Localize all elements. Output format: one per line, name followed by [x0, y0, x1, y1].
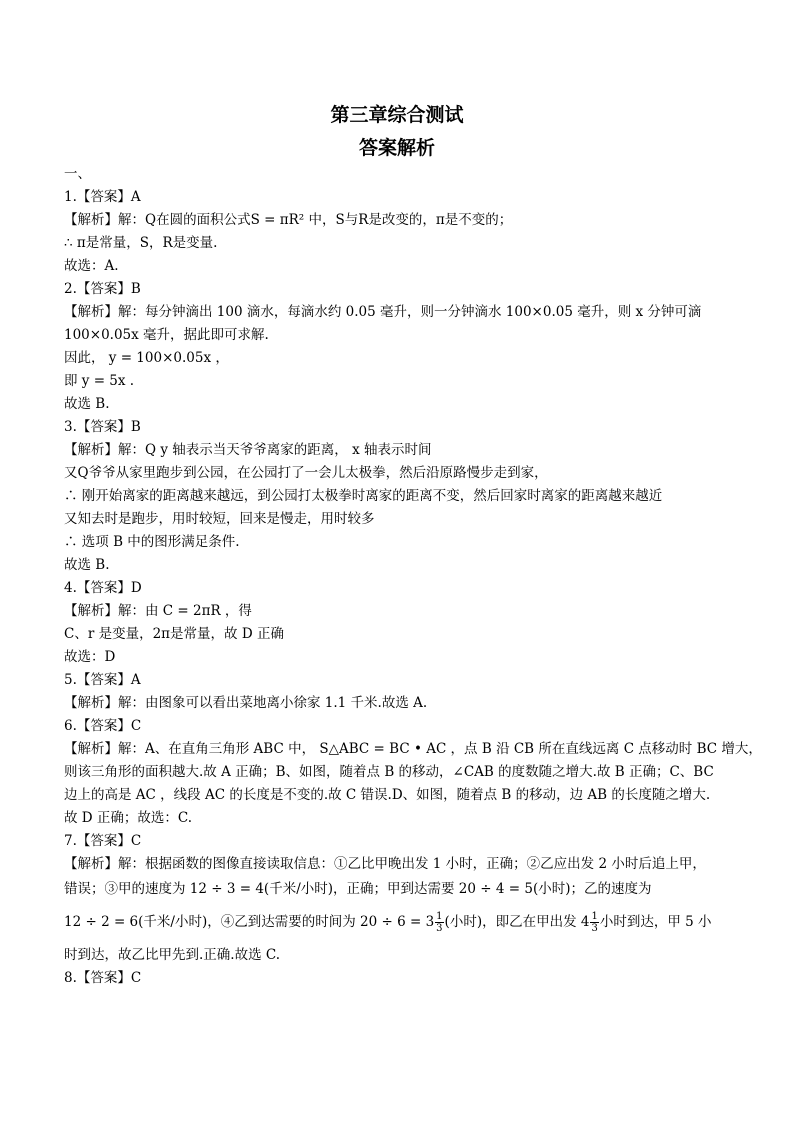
analysis-line: 边上的高是 AC ，线段 AC 的长度是不变的.故 C 错误.D、如图，随着点 B 的移动，边 AB 的长度随之增大. — [64, 787, 711, 803]
fraction-text-part: 小时到达，甲 5 小 — [599, 914, 712, 930]
answer-line: 5.【答案】A — [64, 672, 141, 688]
fraction-numerator: 1 — [436, 911, 443, 922]
fraction — [435, 911, 443, 934]
analysis-line: 【解析】解：根据函数的图像直接读取信息：①乙比甲晚出发 1 小时，正确；②乙应出发 2 小时后追上甲， — [64, 856, 706, 872]
section-heading: 一、 — [64, 166, 91, 182]
choice-line: 故选：D — [64, 649, 116, 665]
choice-line: 故选：A. — [64, 258, 119, 274]
analysis-line: 【解析】解：由图象可以看出菜地离小徐家 1.1 千米.故选 A. — [64, 695, 428, 711]
fraction-text-part: (小时)，即乙在甲出发 4 — [444, 914, 590, 930]
answer-line: 7.【答案】C — [64, 833, 142, 849]
choice-line: 故选 B. — [64, 396, 110, 412]
fraction — [590, 911, 598, 934]
analysis-line: 错误；③甲的速度为 12 ÷ 3 = 4(千米/小时)，正确；甲到达需要 20 ÷ 4 = 5(小时)；乙的速度为 — [64, 881, 652, 897]
analysis-line: 又Q爷爷从家里跑步到公园，在公园打了一会儿太极拳，然后沿原路慢步走到家， — [64, 465, 548, 481]
analysis-line: 【解析】解：由 C = 2πR ，得 — [64, 603, 252, 619]
fraction-denominator: 3 — [591, 923, 598, 934]
analysis-line: ∴ π是常量，S，R是变量. — [64, 235, 218, 251]
analysis-line: 因此， y = 100×0.05x ， — [64, 350, 229, 366]
document-subtitle: 答案解析 — [358, 137, 435, 159]
fraction-numerator: 1 — [591, 911, 598, 922]
analysis-line: 又知去时是跑步，用时较短，回来是慢走，用时较多 — [64, 511, 375, 527]
analysis-line-with-fractions — [64, 911, 734, 934]
analysis-line: ∴ 选项 B 中的图形满足条件. — [64, 534, 240, 550]
analysis-line: 即 y = 5x . — [64, 373, 135, 389]
analysis-line: ∴ 刚开始离家的距离越来越远，到公园打太极拳时离家的距离不变，然后回家时离家的距离越来越近 — [64, 488, 663, 504]
analysis-line: 【解析】解：Q y 轴表示当天爷爷离家的距离， x 轴表示时间 — [64, 442, 432, 458]
choice-line: 时到达，故乙比甲先到.正确.故选 C. — [64, 947, 281, 963]
fraction-text-part: 12 ÷ 2 = 6(千米/小时)，④乙到达需要的时间为 20 ÷ 6 = 3 — [64, 914, 435, 930]
analysis-line: 100×0.05x 毫升，据此即可求解. — [64, 327, 269, 343]
answer-line: 4.【答案】D — [64, 580, 142, 596]
choice-line: 故 D 正确；故选：C. — [64, 810, 193, 826]
analysis-line: 【解析】解：Q在圆的面积公式S = πR² 中，S与R是改变的，π是不变的； — [64, 212, 513, 228]
document-title: 第三章综合测试 — [330, 104, 464, 126]
analysis-line: C、r 是变量，2π是常量，故 D 正确 — [64, 626, 284, 642]
analysis-line: 【解析】解：A、在直角三角形 ABC 中， S△ABC = BC • AC ，点 B 沿 CB 所在直线远离 C 点移动时 BC 增大， — [64, 741, 762, 757]
answer-line: 6.【答案】C — [64, 718, 142, 734]
choice-line: 故选 B. — [64, 557, 110, 573]
analysis-line: 则该三角形的面积越大.故 A 正确；B、如图，随着点 B 的移动，∠CAB 的度数随之增大.故 B 正确；C、BC — [64, 764, 714, 780]
fraction-denominator: 3 — [436, 923, 443, 934]
answer-line: 1.【答案】A — [64, 189, 141, 205]
answer-line: 2.【答案】B — [64, 281, 141, 297]
answer-line: 8.【答案】C — [64, 970, 142, 986]
answer-line: 3.【答案】B — [64, 419, 141, 435]
analysis-line: 【解析】解：每分钟滴出 100 滴水，每滴水约 0.05 毫升，则一分钟滴水 100×0.05 毫升，则 x 分钟可滴 — [64, 304, 702, 320]
